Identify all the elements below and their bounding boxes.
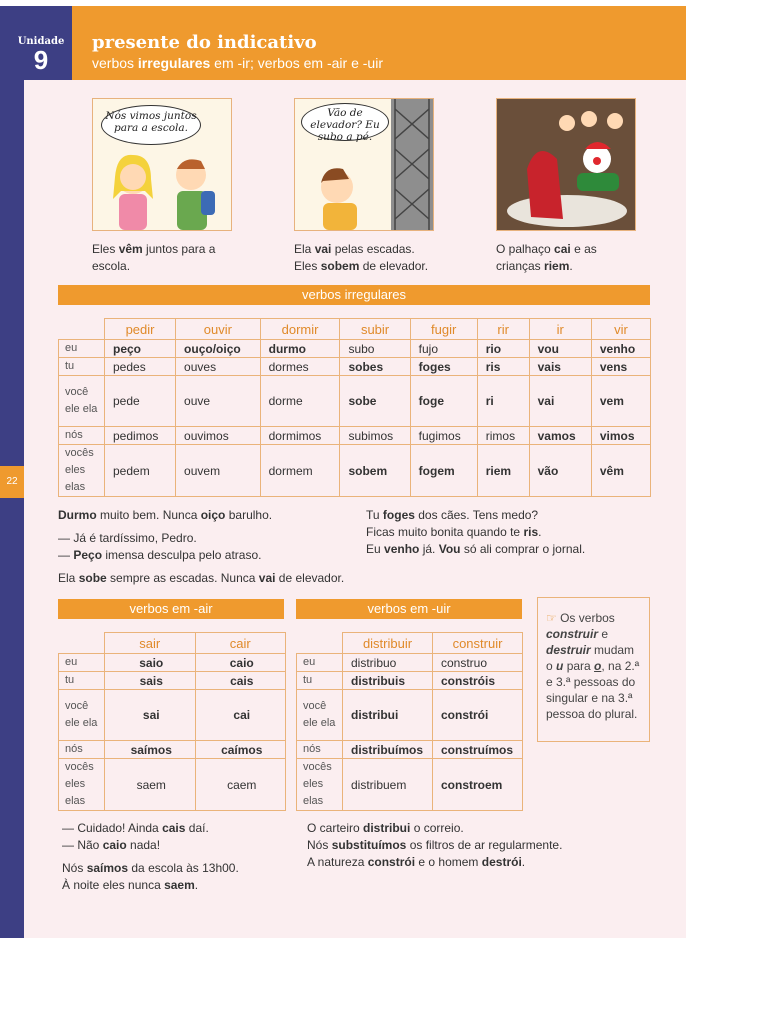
caption-2: Ela vai pelas escadas. Eles sobem de elevador. [294,242,429,273]
examples-irregular-left: Durmo muito bem. Nunca oiço barulho. — Já é tardíssimo, Pedro. — Peço imensa desculpa pelo atraso. Ela sobe sempre as escadas. Nunca vai de elevador. [58,508,345,585]
col-header: distribuir [343,633,433,654]
table-row: tu sais cais [59,672,286,690]
caption-3: O palhaço cai e as crianças riem. [496,242,597,273]
table-row: vocês eles elas pedem ouvem dormem sobem fogem riem vão vêm [59,445,651,497]
table-row: tu distribuis constróis [297,672,523,690]
examples-air-left: — Cuidado! Ainda cais daí. — Não caio nada! Nós saímos da escola às 13h00. À noite eles nunca saem. [62,821,239,892]
col-header: ir [529,319,591,340]
col-header: cair [195,633,286,654]
table-row: nós distribuímos construímos [297,741,523,759]
col-header: vir [591,319,650,340]
unit-badge [10,6,72,80]
page-title: presente do indicativo [92,32,317,53]
illustration-clown [496,98,636,231]
illustration-elevator [294,98,434,231]
page-number: 22 [0,466,24,498]
table-row: você ele ela distribui constrói [297,690,523,741]
clown-drawing [497,99,635,230]
unit-number: 9 [33,45,49,75]
table-row: você ele ela pede ouve dorme sobe foge ri vai vem [59,376,651,427]
speech-bubble-2: Vão de elevador? Eu subo a pé. [301,103,389,141]
table-row: nós pedimos ouvimos dormimos subimos fugimos rimos vamos vimos [59,427,651,445]
col-header: pedir [105,319,176,340]
table-row: vocês eles elas saem caem [59,759,286,811]
speech-bubble-1: Nós vimos juntos para a escola. [101,105,201,145]
unit-label: Unidade [17,36,65,47]
col-header: dormir [260,319,340,340]
table-row: eu saio caio [59,654,286,672]
col-header: ouvir [176,319,261,340]
table-row: tu pedes ouves dormes sobes foges ris vais vens [59,358,651,376]
table-row: você ele ela sai cai [59,690,286,741]
table-row: eu distribuo construo [297,654,523,672]
col-header: fugir [410,319,477,340]
uir-verbs-table [296,632,523,811]
caption-1: Eles vêm juntos para a escola. [92,242,216,273]
pointing-hand-icon: ☞ [546,611,557,625]
grammar-note-box: ☞ Os verbos construir e destruir mudam o u para o, na 2.ª e 3.ª pessoas do singular e na 3.ª pessoa do plural. [537,597,650,742]
examples-irregular-right: Tu foges dos cães. Tens medo? Ficas muito bonita quando te ris. Eu venho já. Vou só ali comprar o jornal. [366,508,586,556]
col-header: rir [477,319,529,340]
band-irregular-verbs: verbos irregulares [58,285,650,305]
col-header: subir [340,319,410,340]
col-header: construir [433,633,523,654]
col-header: sair [105,633,196,654]
table-row: nós saímos caímos [59,741,286,759]
air-verbs-table [58,632,286,811]
page-subtitle: verbos irregulares em -ir; verbos em -air e -uir [92,55,383,71]
band-uir-verbs: verbos em -uir [296,599,522,619]
table-row: vocês eles elas distribuem constroem [297,759,523,811]
irregular-verbs-table [58,318,651,497]
table-row: eu peço ouço/oiço durmo subo fujo rio vou venho [59,340,651,358]
examples-uir-right: O carteiro distribui o correio. Nós substituímos os filtros de ar regularmente. A natureza constrói e o homem destrói. [307,821,563,869]
illustration-kids-walking [92,98,232,231]
band-air-verbs: verbos em -air [58,599,284,619]
